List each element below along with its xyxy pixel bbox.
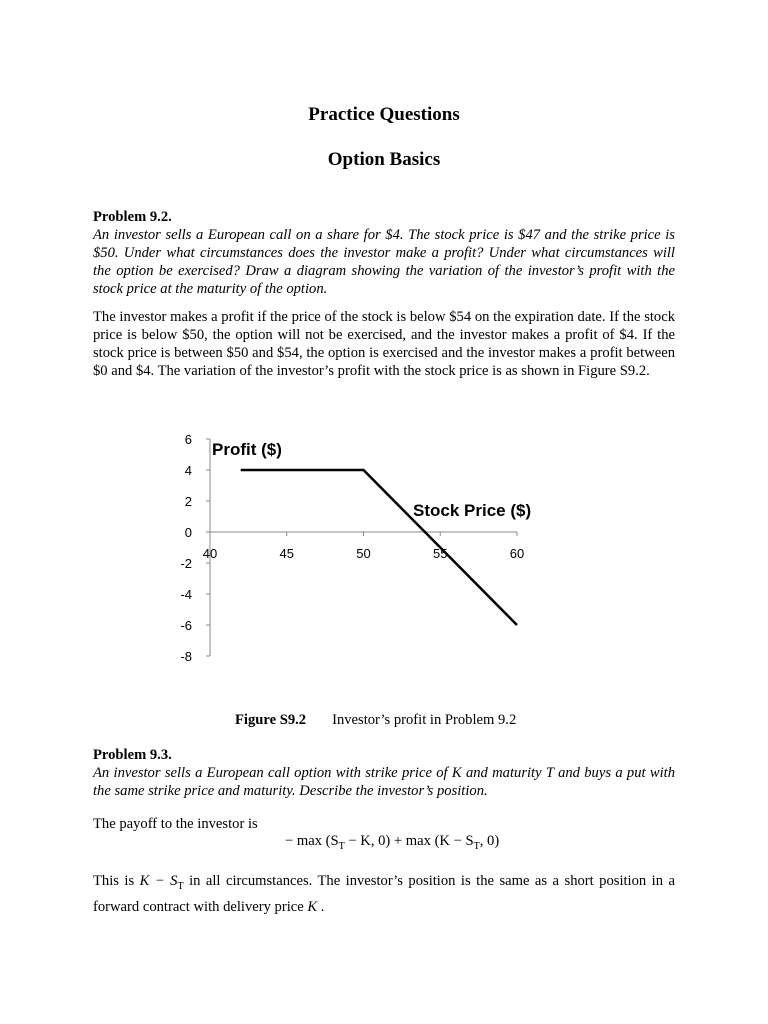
figure-caption [235, 712, 516, 729]
formula-part-2: − K, 0) + max (K − S [344, 833, 474, 849]
formula-part-3: , 0) [479, 833, 500, 849]
conclusion-end: . [317, 898, 325, 915]
payoff-intro: The payoff to the investor is [93, 816, 258, 832]
formula-part-1: − max (S [285, 833, 339, 849]
y-tick-label: 4 [184, 463, 192, 478]
problem-9-3-conclusion [93, 871, 675, 917]
y-tick-label: -6 [180, 618, 192, 633]
figure-label: Figure S9.2 [235, 712, 307, 728]
x-tick-label: 50 [356, 546, 371, 561]
x-tick-label: 55 [433, 546, 448, 561]
conclusion-var-k: K [307, 898, 318, 915]
problem-9-2-label: Problem 9.2. [93, 209, 172, 225]
payoff-formula [285, 833, 499, 852]
figure-caption-text: Investor’s profit in Problem 9.2 [332, 712, 517, 728]
x-tick-label: 60 [509, 546, 525, 561]
y-tick-label: -2 [180, 556, 192, 571]
x-tick-label: 45 [279, 546, 294, 561]
y-tick-label: 6 [184, 432, 192, 447]
y-tick-label: -4 [180, 587, 192, 602]
problem-9-3-label: Problem 9.3. [93, 747, 172, 763]
page-title: Practice Questions [308, 104, 460, 125]
conclusion-sub: T [177, 880, 184, 892]
q-part-b: and maturity [461, 765, 546, 781]
problem-9-3 [93, 746, 675, 800]
conclusion-part-b: in all circumstances. The investor’s position is the same as a short position in a forward contract with delivery price [93, 873, 675, 915]
y-tick-label: -8 [180, 649, 192, 664]
formula-sub-1: T [338, 840, 345, 852]
problem-9-3-question [93, 764, 675, 800]
q-var-k: K [451, 765, 462, 781]
q-var-t: T [545, 765, 554, 781]
profit-chart [160, 425, 580, 665]
q-part-c: and buys a put with the same strike price and maturity. Describe the investor’s position. [93, 765, 676, 799]
problem-9-2 [93, 208, 675, 298]
y-tick-label: 2 [184, 494, 192, 509]
x-axis-title: Stock Price ($) [413, 501, 532, 520]
formula-sub-2: T [473, 840, 480, 852]
conclusion-part-a: This is [93, 873, 140, 889]
y-axis-title: Profit ($) [212, 440, 282, 459]
y-tick-label: 0 [184, 525, 192, 540]
problem-9-2-answer: The investor makes a profit if the price of the stock is below $54 on the expiration date. If the stock price is below $50, the option will not be exercised, and the investor makes a profit of $4. If the stock price is between $50 and $54, the option is exercised and the investor makes a profit between $0 and $4. The variation of the investor’s profit with the stock price is as shown in Figure S9.2. [93, 309, 675, 379]
conclusion-math: K − S [139, 873, 178, 889]
x-tick-label: 40 [202, 546, 218, 561]
q-part-a: An investor sells a European call option with strike price of [93, 765, 452, 781]
problem-9-2-question: An investor sells a European call on a share for $4. The stock price is $47 and the strike price is $50. Under what circumstances does the investor make a profit? Under what circumstances will the option be exercised? Draw a diagram showing the variation of the investor’s profit with the stock price at the maturity of the option. [93, 227, 675, 297]
page-subtitle: Option Basics [327, 149, 441, 170]
